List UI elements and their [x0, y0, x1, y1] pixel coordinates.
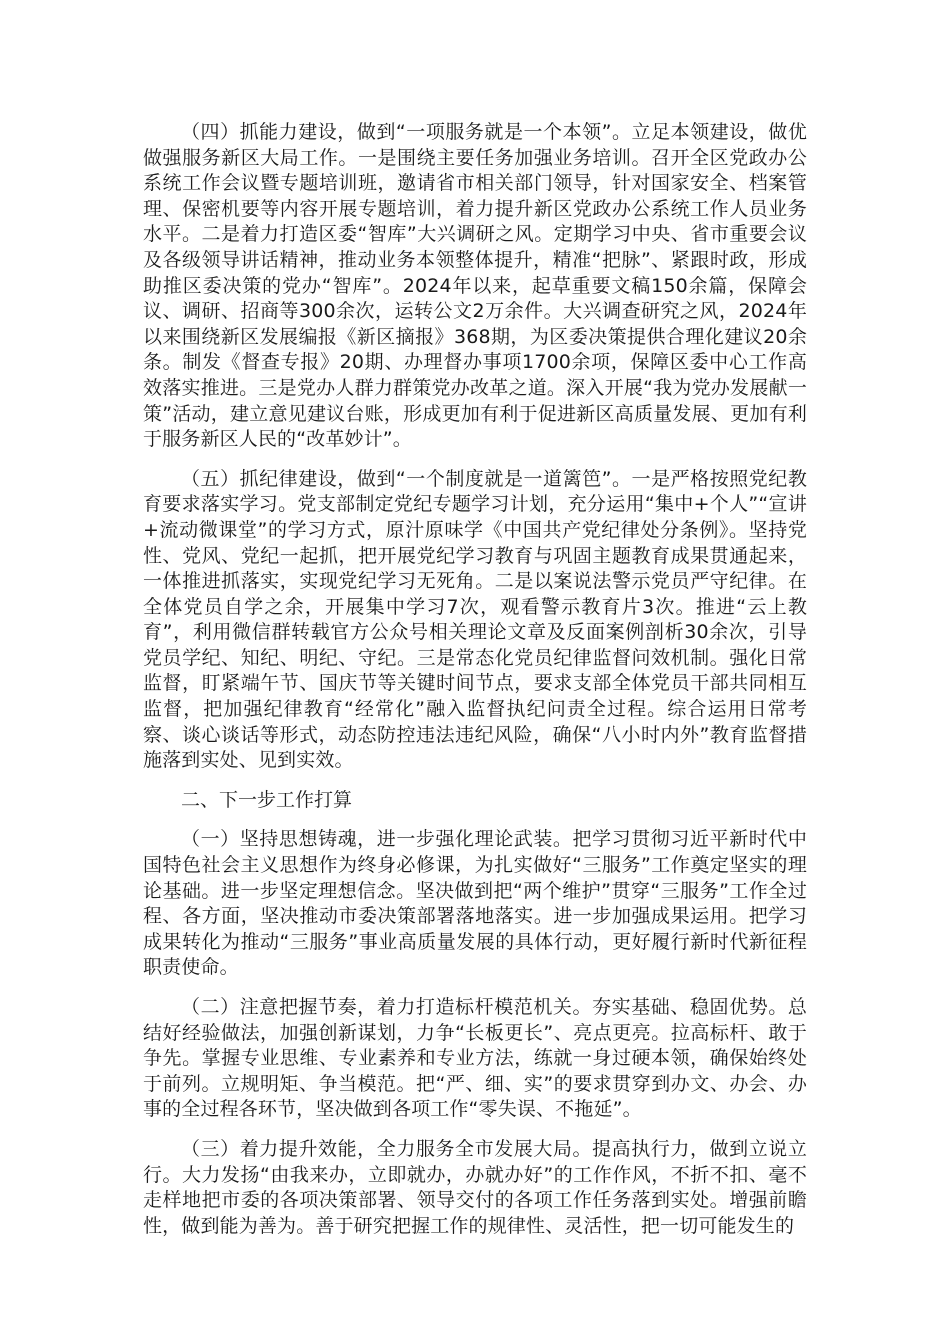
paragraph-plan-three: （三）着力提升效能，全力服务全市发展大局。提高执行力，做到立说立行。大力发扬“由我来办，立即就办，办就办好”的工作作风，不折不扣、毫不走样地把市委的各项决策部署、领导交付的各项工作任务落到实处。增强前瞻性，做到能为善为。善于研究把握工作的规律性、灵活性，把一切可能发生的 — [143, 1137, 807, 1237]
paragraph-discipline-building: （五）抓纪律建设，做到“一个制度就是一道篱笆”。一是严格按照党纪教育要求落实学习。党支部制定党纪专题学习计划，充分运用“集中+个人”“宣讲+流动微课堂”的学习方式，原汁原味学《中国共产党纪律处分条例》。坚持党性、党风、党纪一起抓，把开展党纪学习教育与巩固主题教育成果贯通起来，一体推进抓落实，实现党纪学习无死角。二是以案说法警示党员严守纪律。在全体党员自学之余，开展集中学习7次，观看警示教育片3次。推进“云上教育”，利用微信群转载官方公众号相关理论文章及反面案例剖析30余次，引导党员学纪、知纪、明纪、守纪。三是常态化党员纪律监督问效机制。强化日常监督，盯紧端午节、国庆节等关键时间节点，要求支部全体党员干部共同相互监督，把加强纪律教育“经常化”融入监督执纪问责全过程。综合运用日常考察、谈心谈话等形式，动态防控违法违纪风险，确保“八小时内外”教育监督措施落到实处、见到实效。 — [143, 467, 807, 772]
document-page — [143, 120, 807, 1239]
paragraph-plan-two: （二）注意把握节奏，着力打造标杆模范机关。夯实基础、稳固优势。总结好经验做法，加强创新谋划，力争“长板更长”、亮点更亮。拉高标杆、敢于争先。掌握专业思维、专业素养和专业方法，练就一身过硬本领，确保始终处于前列。立规明矩、争当模范。把“严、细、实”的要求贯穿到办文、办会、办事的全过程各环节，坚决做到各项工作“零失误、不拖延”。 — [143, 996, 807, 1121]
section-heading-next-steps: 二、下一步工作打算 — [181, 788, 353, 811]
paragraph-plan-one: （一）坚持思想铸魂，进一步强化理论武装。把学习贯彻习近平新时代中国特色社会主义思想作为终身必修课，为扎实做好“三服务”工作奠定坚实的理论基础。进一步坚定理想信念。坚决做到把“两个维护”贯穿“三服务”工作全过程、各方面，坚决推动市委决策部署落地落实。进一步加强成果运用。把学习成果转化为推动“三服务”事业高质量发展的具体行动，更好履行新时代新征程职责使命。 — [143, 828, 807, 979]
paragraph-capability-building: （四）抓能力建设，做到“一项服务就是一个本领”。立足本领建设，做优做强服务新区大局工作。一是围绕主要任务加强业务培训。召开全区党政办公系统工作会议暨专题培训班，邀请省市相关部门领导，针对国家安全、档案管理、保密机要等内容开展专题培训，着力提升新区党政办公系统工作人员业务水平。二是着力打造区委“智库”大兴调研之风。定期学习中央、省市重要会议及各级领导讲话精神，推动业务本领整体提升，精准“把脉”、紧跟时政，形成助推区委决策的党办“智库”。2024年以来，起草重要文稿150余篇，保障会议、调研、招商等300余次，运转公文2万余件。大兴调查研究之风，2024年以来围绕新区发展编报《新区摘报》368期，为区委决策提供合理化建议20余条。制发《督查专报》20期、办理督办事项1700余项，保障区委中心工作高效落实推进。三是党办人群力群策党办改革之道。深入开展“我为党办发展献一策”活动，建立意见建议台账，形成更加有利于促进新区高质量发展、更加有利于服务新区人民的“改革妙计”。 — [143, 121, 807, 451]
